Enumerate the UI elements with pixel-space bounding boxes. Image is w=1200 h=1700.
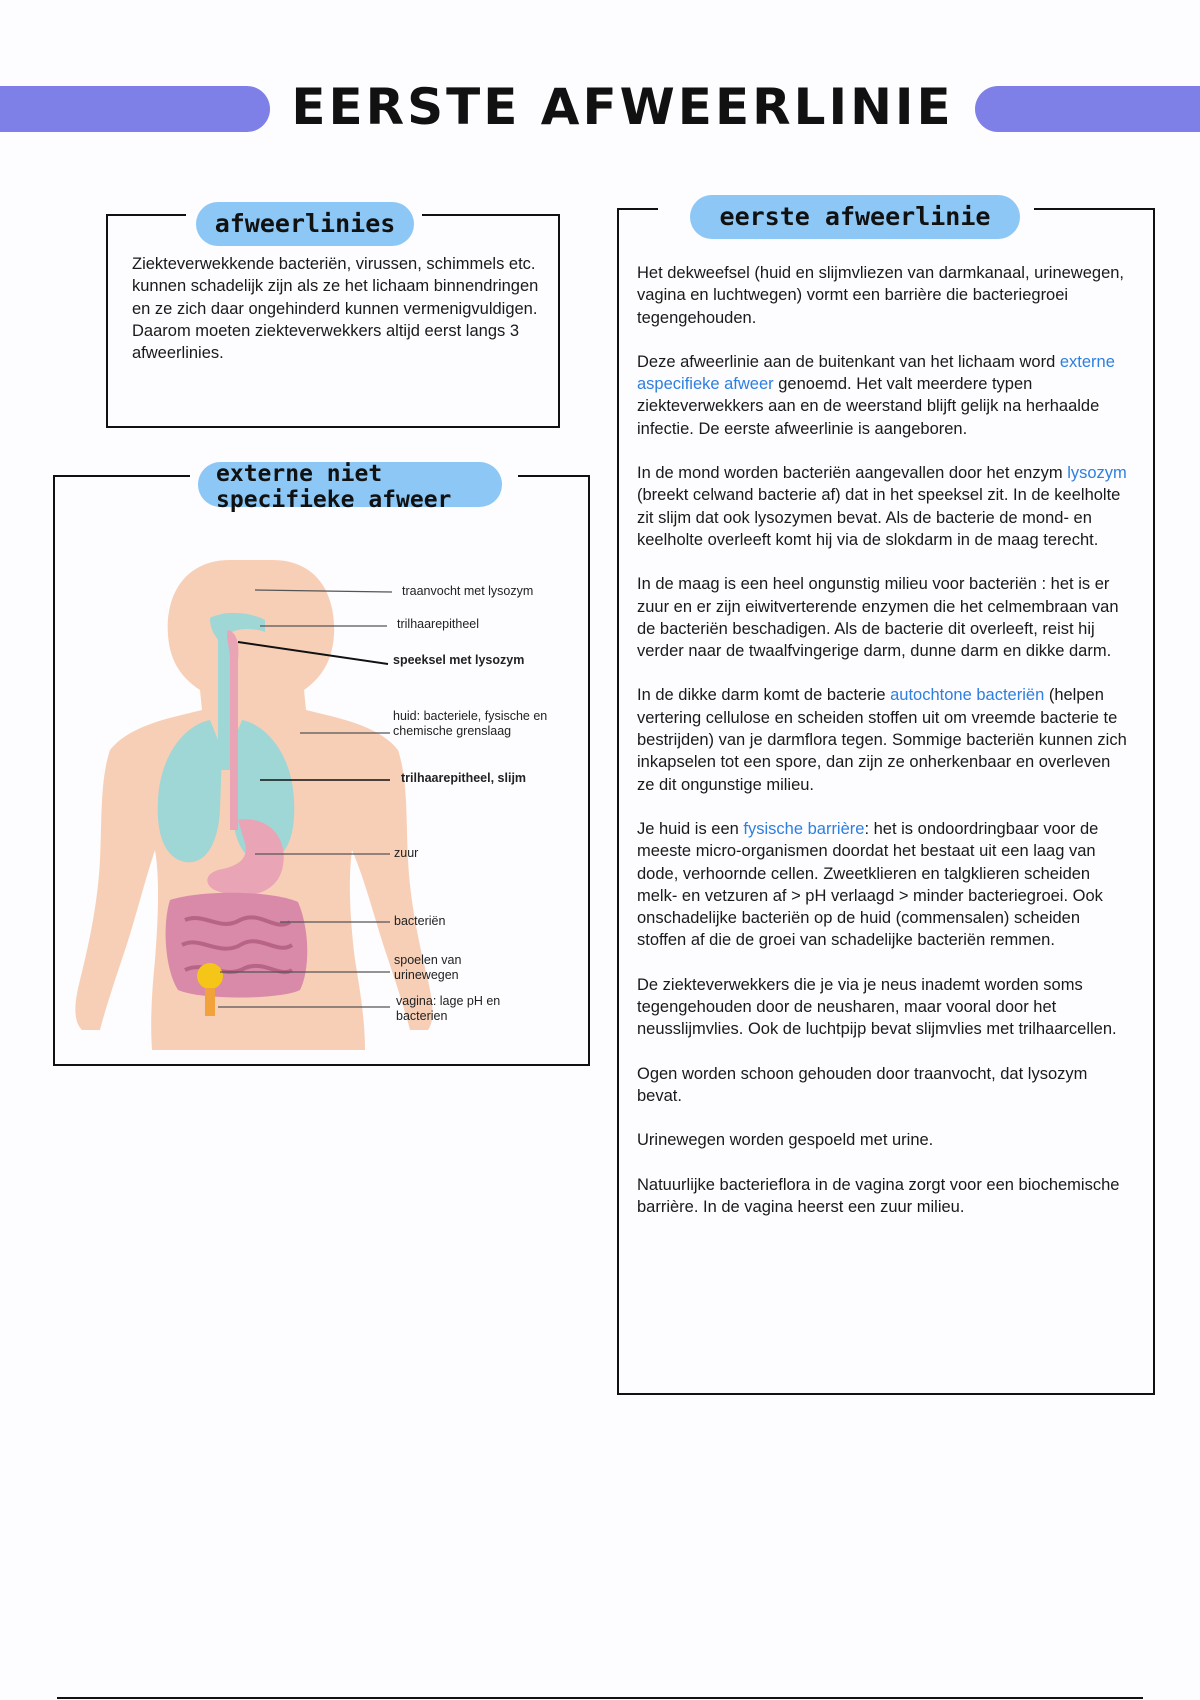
eerste-body	[637, 262, 1127, 1240]
label-spoelen-line1: spoelen van	[394, 953, 462, 967]
term-fysische-barriere: fysische barrière	[743, 819, 865, 838]
eerste-p3: In de mond worden bacteriën aangevallen door het enzym lysozym (breekt celwand bacterie af) dat in het speeksel zit. In de keelholte zit slijm dat ook lysozymen bevat. Als de bacterie de mond- en keelholte overleeft komt hij via de slokdarm in de maag terecht.	[637, 464, 1127, 549]
page-title: EERSTE AFWEERLINIE	[291, 78, 954, 136]
afweerlinies-heading: afweerlinies	[196, 202, 414, 246]
label-vagina	[396, 994, 500, 1024]
label-trilhaar-slijm: trilhaarepitheel, slijm	[401, 771, 527, 785]
header-band-left	[0, 86, 270, 132]
eerste-p6: Je huid is een fysische barrière: het is ondoordringbaar voor de meeste micro-organismen doordat het bestaat uit een laag van dode, verhoornde cellen. Zweetklieren en talgklieren scheiden melk- en vetzuren af > pH verlaagd > minder bacteriegroei. Ook onschadelijke bacteriën op de huid (commensalen) scheiden stoffen af die de groei van schadelijke bacteriën remmen.	[637, 819, 1103, 950]
diagram-heading-line2: specifieke afweer	[216, 487, 452, 513]
eerste-p1: Het dekweefsel (huid en slijmvliezen van darmkanaal, urinewegen, vagina en luchtwegen) vormt een barrière die bacteriegroei tegengehouden.	[637, 264, 1125, 327]
label-huid-line2: chemische grenslaag	[393, 724, 512, 738]
term-lysozym: lysozym	[1067, 464, 1127, 483]
label-zuur: zuur	[394, 846, 419, 860]
eerste-p2: Deze afweerlinie aan de buitenkant van het lichaam word externe aspecifieke afweer genoemd. Het valt meerdere typen ziekteverwekkers aan en de weerstand blijft gelijk na herhaalde infectie. De eerste afweerlinie is aangeboren.	[637, 352, 1115, 438]
label-vagina-line2: bacterien	[396, 1009, 448, 1023]
label-trilhaarepitheel: trilhaarepitheel	[397, 617, 479, 631]
label-bacterien: bacteriën	[394, 914, 446, 928]
human-body-illustration	[60, 540, 580, 1050]
bladder	[197, 963, 223, 989]
label-spoelen	[394, 953, 461, 983]
label-huid	[393, 709, 547, 739]
label-huid-line1: huid: bacteriele, fysische en	[393, 709, 548, 723]
eerste-heading: eerste afweerlinie	[690, 195, 1020, 239]
label-spoelen-line2: urinewegen	[394, 968, 459, 982]
diagram-heading-line1: externe niet	[216, 461, 383, 487]
label-speeksel: speeksel met lysozym	[393, 653, 525, 667]
diagram-heading	[198, 461, 502, 513]
eerste-p4: In de maag is een heel ongunstig milieu voor bacteriën : het is er zuur en er zijn eiwitverterende enzymen die het celmembraan van de bacteriën beschadigen. Als de bacterie dit overleeft, reist hij verder naar de twaalfvingerige darm, dunne darm en dikke darm.	[637, 575, 1119, 661]
eerste-p5: In de dikke darm komt de bacterie autochtone bacteriën (helpen vertering cellulose en scheiden stoffen uit om vreemde bacterie te bestrijden) van je darmflora tegen. Sommige bacteriën kunnen zich inkapselen tot een spore, dan zijn ze onherkenbaar en overleven ze dit ongunstige milieu.	[637, 686, 1127, 794]
label-traanvocht: traanvocht met lysozym	[402, 584, 534, 598]
term-autochtone-bacterien: autochtone bacteriën	[890, 686, 1045, 705]
header-band-right	[975, 86, 1200, 132]
eerste-p10: Natuurlijke bacterieflora in de vagina zorgt voor een biochemische barrière. In de vagina heerst een zuur milieu.	[637, 1175, 1120, 1216]
term-externe-aspecifieke-afweer: externe aspecifieke afweer	[637, 352, 1115, 394]
eerste-p9: Urinewegen worden gespoeld met urine.	[637, 1131, 934, 1150]
afweerlinies-body: Ziekteverwekkende bacteriën, virussen, schimmels etc. kunnen schadelijk zijn als ze het lichaam binnendringen en ze zich daar ongehinderd kunnen vermenigvuldigen. Daarom moeten ziekteverwekkers altijd eerst langs 3 afweerlinies.	[132, 255, 539, 363]
eerste-p8: Ogen worden schoon gehouden door traanvocht, dat lysozym bevat.	[637, 1064, 1088, 1105]
eerste-p7: De ziekteverwekkers die je via je neus inademt worden soms tegengehouden door de neusharen, maar vooral door het neusslijmvlies. Ook de luchtpijp bevat slijmvlies met trilhaarcellen.	[637, 975, 1117, 1039]
footer-divider	[57, 1697, 1143, 1699]
label-vagina-line1: vagina: lage pH en	[396, 994, 501, 1008]
